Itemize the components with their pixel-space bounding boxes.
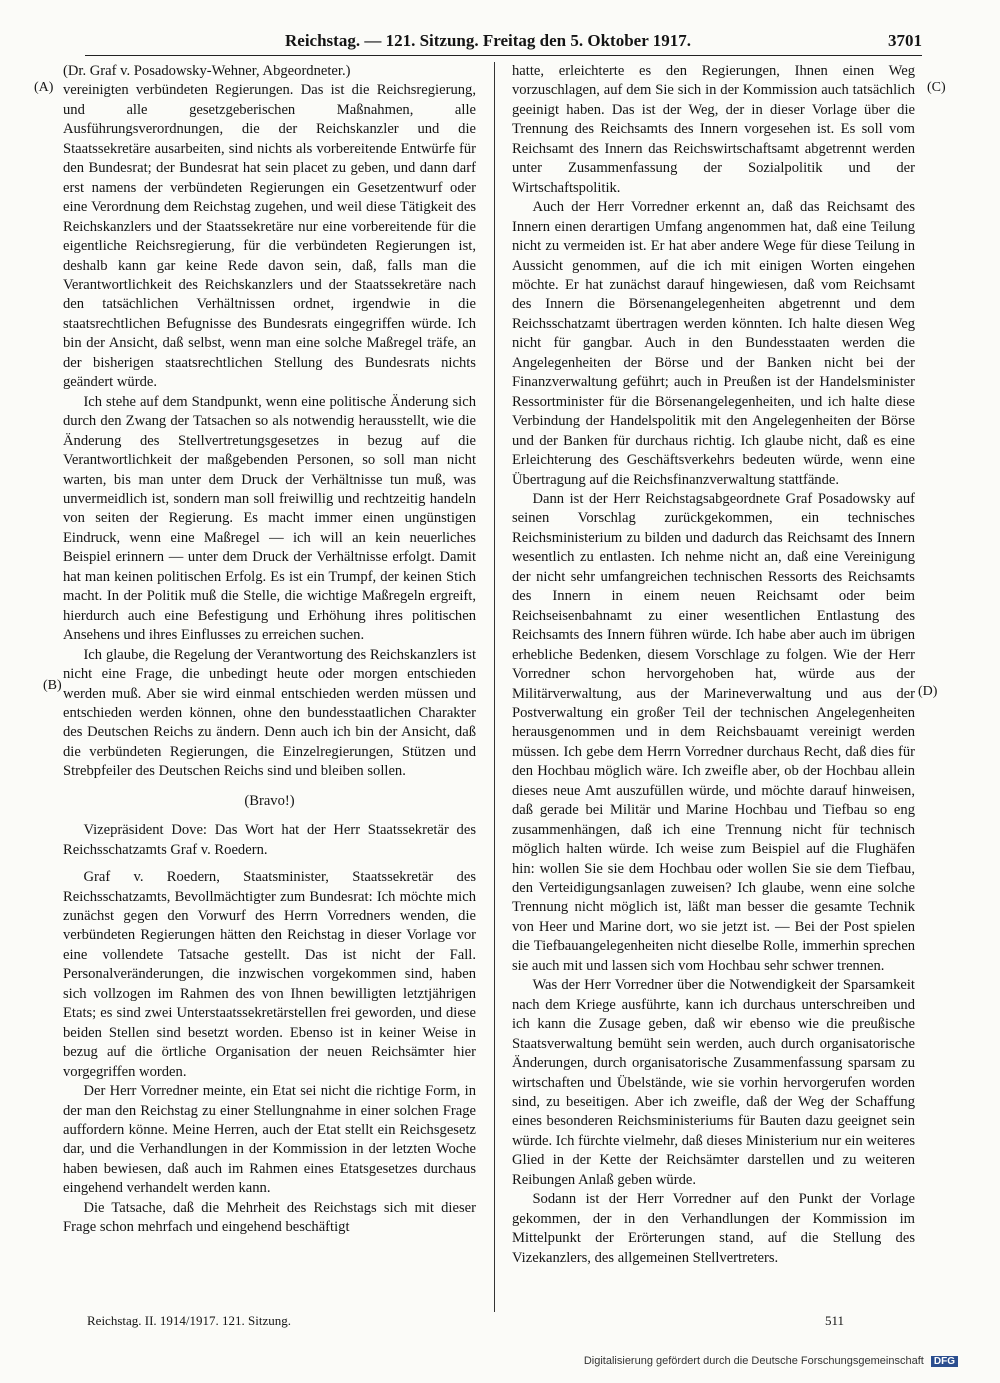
paragraph: Dann ist der Herr Reichstagsabgeordnete Graf Posadowsky auf seinen Vorschlag zurückgekommen, ein technisches Reichsministerium zu bilden und dadurch das Reichsamt des Innern wesentlich zu entlasten. Ich nehme nicht an, daß eine Vereinigung der nicht sehr umfangreichen technischen Ressorts des Reichsamts des Innern in einem neuen Reichsamt oder beim Reichseisenbahnamt zu einer wesentlichen Entlastung des Reichsamts des Innern führen würde. Ich habe aber auch im übrigen erhebliche Bedenken, diesem Vorschlage zu folgen. Wie der Herr Vorredner schon hervorgehoben hat, würde aus der Militärverwaltung, aus der Marineverwaltung und aus der Postverwaltung ein großer Teil der technischen Angelegenheiten herausgenommen und in dem Reichsbauamt vereinigt werden müssen. Ich gebe dem Herrn Vorredner durchaus Recht, daß dies für den Hochbau möglich wäre. Ich zweifle aber, ob der Hochbau allein dieses neue Amt auszufüllen würde, und möchte darauf hinweisen, daß gerade bei Militär und Marine Hochbau und Tiefbau so eng zusammenhängen, daß ich eine Trennung nicht für technisch möglich halten würde. Ich weise zum Beispiel auf die Flughäfen hin: wollen Sie sie dem Hochbau oder wollen Sie sie dem Tiefbau, den Verteidigungsanlagen zuweisen? Ich glaube, wenn eine solche Trennung nicht möglich ist, läßt man besser die gesamte Technik von Heer und Marine dort, wo sie jetzt ist. — Bei der Post spielen die Tiefbauangelegenheiten nicht dieselbe Rolle, immerhin sprechen sie auch mit und lassen sich vom Hochbau sehr schwer trennen. (512, 490, 915, 974)
digitization-credit (584, 1355, 958, 1367)
page-header (85, 31, 922, 56)
header-title: Reichstag. — 121. Sitzung. Freitag den 5. Oktober 1917. (285, 31, 691, 50)
speaker-note: (Dr. Graf v. Posadowsky-Wehner, Abgeordneter.) (63, 63, 351, 79)
paragraph: Ich stehe auf dem Standpunkt, wenn eine politische Änderung sich durch den Zwang der Tatsachen so als notwendig herausstellt, wie die Änderung des Stellvertretungsgesetzes in bezug auf die Verantwortlichkeit der maßgebenden Personen, so soll man nicht warten, bis man unter dem Druck der Verhältnisse tun muß, was unvermeidlich ist, sondern man soll freiwillig und rechtzeitig handeln von seiten der Regierung. Es macht immer einen ungünstigen Eindruck, wenn eine Maßregel — ich will an kein neuerliches Beispiel erinnern — unter dem Druck der Verhältnisse erfolgt. Damit hat man keinen politischen Erfolg. Es ist ein Trumpf, der keinen Stich macht. In der Politik muß die Stelle, die wichtige Maßregeln ergreift, hierdurch auch eine Befestigung und Erhöhung ihres politischen Ansehens und ihres Einflusses zu erreichen suchen. (63, 393, 476, 644)
paragraph: Ich glaube, die Regelung der Verantwortung des Reichskanzlers ist nicht eine Frage, die unbedingt heute oder morgen entschieden werden muß. Aber sie wird einmal entschieden werden müssen und entschieden werden können, ohne den bundesstaatlichen Charakter des Deutschen Reichs zu ändern. Denn auch ich bin der Ansicht, daß die verbündeten Regierungen, die Einzelregierungen, Stützen und Strebpfeiler des Deutschen Reichs sind und bleiben sollen. (63, 646, 476, 780)
paragraph: Was der Herr Vorredner über die Notwendigkeit der Sparsamkeit nach dem Kriege ausführte, kann ich durchaus unterschreiben und ich kann die Zusage geben, daß wir ebenso wie die preußische Staatsverwaltung bemüht sein werden, auch durch organisatorische Änderungen, durch organisatorische Zusammenfassung sparsam zu wirtschaften und Übelstände, wie sie vorhin hervorgerufen worden sind, zu beseitigen. Aber ich zweifle, daß der Weg der Schaffung eines besonderen Reichsministeriums für Bauten dazu geeignet sein würde. Ich fürchte vielmehr, daß dieses Ministerium nur ein weiteres Glied in der Kette der Reichsämter darstellen und zu weiteren Reibungen Anlaß geben würde. (512, 977, 915, 1188)
paragraph: Der Herr Vorredner meinte, ein Etat sei nicht die richtige Form, in der man den Reichstag zu einer Stellungnahme in einer solchen Frage auffordern könne. Meine Herren, auch der Etat stellt ein Reichsgesetz dar, und die Verhandlungen in der Kommission in der letzten Woche haben bewiesen, daß auch im Rahmen eines Etatsgesetzes durchaus eingehend verhandelt werden kann. (63, 1083, 476, 1197)
paragraph: Sodann ist der Herr Vorredner auf den Punkt der Vorlage gekommen, der in den Verhandlungen der Kommission im Mittelpunkt der Erörterungen stand, auf die Stellung des Vizekanzlers, des allgemeinen Stellvertreters. (512, 1191, 915, 1266)
credit-text: Digitalisierung gefördert durch die Deutsche Forschungsgemeinschaft (583, 1355, 924, 1367)
paragraph: Die Tatsache, daß die Mehrheit des Reichstags sich mit dieser Frage schon mehrfach und eingehend beschäftigt (63, 1199, 476, 1236)
paragraph: Auch der Herr Vorredner erkennt an, daß das Reichsamt des Innern einen derartigen Umfang angenommen hat, daß eine Teilung nicht zu vermeiden ist. Er hat aber andere Wege für diese Teilung in Aussicht genommen, auf die ich mit einigen Worten eingehen möchte. Er hat zunächst darauf hingewiesen, daß vom Reichsamt des Innern die Börsenangelegenheiten abgetrennt und dem Reichsschatzamt übertragen werden könnten. Ich halte diesen Weg nicht für gangbar. Auch in den Bundesstaaten werden die Angelegenheiten der Börse und der Banken nicht bei der Finanzverwaltung geführt; auch in Preußen ist der Handelsminister Ressortminister für die Börsenangelegenheiten, und ich halte diese Verbindung der Handelspolitik mit den Angelegenheiten der Börse und der Banken für durchaus richtig. Ich glaube nicht, daß es eine Erleichterung des Geschäftsverkehrs bedeuten würde, wenn eine Übertragung auf die Reichsfinanzverwaltung stattfände. (512, 199, 915, 488)
paragraph: Vizepräsident Dove: Das Wort hat der Herr Staatssekretär des Reichsschatzamts Graf v. Roedern. (63, 822, 476, 858)
left-footer: Reichstag. II. 1914/1917. 121. Sitzung. (87, 1313, 292, 1328)
paragraph: hatte, erleichterte es den Regierungen, Ihnen einen Weg vorzuschlagen, auf dem Sie sich in der Kommission auch tatsächlich geeinigt haben. Das ist der Weg, der in dieser Vorlage über die Trennung des Reichsamts des Innern vorgesehen ist. Es soll vom Reichsamt des Innern das Reichswirtschaftsamt abgetrennt werden unter Zusammenfassung der Sozialpolitik und der Wirtschaftspolitik. (512, 63, 915, 196)
paragraph: Graf v. Roedern, Staatsminister, Staatssekretär des Reichsschatzamts, Bevollmächtigter zum Bundesrat: Ich möchte mich zunächst gegen den Vorwurf des Herrn Vorredners wenden, die verbündeten Regierungen hätten den Reichstag in dieser Vorlage vor eine vollendete Tatsache gestellt. Das ist nicht der Fall. Personalveränderungen, die inzwischen vorgekommen sind, haben sich vollzogen im Rahmen des von Ihnen bewilligten letztjährigen Etats; es sind zwei Unterstaatssekretärstellen frei geworden, und diese beiden Stellen sind besetzt worden. Ebenso ist in keiner Weise in bezug auf die örtliche Organisation der neuen Reichsämter hier vorgegriffen worden. (63, 869, 476, 1080)
margin-marker-c: (C) (927, 80, 946, 95)
sheet-number: 511 (825, 1313, 845, 1328)
margin-marker-b: (B) (43, 678, 62, 693)
left-column (63, 62, 476, 1238)
right-column (512, 62, 915, 1268)
margin-marker-a: (A) (34, 80, 54, 95)
paragraph: vereinigten verbündeten Regierungen. Das ist die Reichsregierung, und alle gesetzgeberischen Maßnahmen, alle Ausführungsverordnungen, die der Reichskanzler und die Staatssekretäre ausarbeiten, sind nichts als vorbereitende Entwürfe für den Bundesrat; der Bundesrat hat sein placet zu geben, und dann darf erst namens der verbündeten Regierungen ein Gesetzentwurf oder eine Verordnung dem Reichstag zugehen, und weil diese Tätigkeit des Reichskanzlers und der Staatssekretäre nur eine vorbereitende für die eigentliche Reichsregierung, für die verbündeten Regierungen ist, deshalb kann gar keine Rede davon sein, daß, falls man die Verantwortlichkeit des Reichskanzlers und der Staatssekretäre nach den tatsächlichen Verhältnissen ordnet, irgendwie in die staatsrechtlichen Befugnisse des Bundesrats eingegriffen würde. Ich bin der Ansicht, daß selbst, wenn man eine solche Maßregel träfe, an der bisherigen staatsrechtlichen Stellung des Bundesrats nichts geändert würde. (63, 82, 476, 391)
page-number: 3701 (888, 31, 922, 50)
interjection: (Bravo!) (244, 792, 295, 809)
dfg-logo: DFG (931, 1356, 958, 1367)
margin-marker-d: (D) (918, 684, 938, 699)
column-divider (494, 62, 495, 1312)
